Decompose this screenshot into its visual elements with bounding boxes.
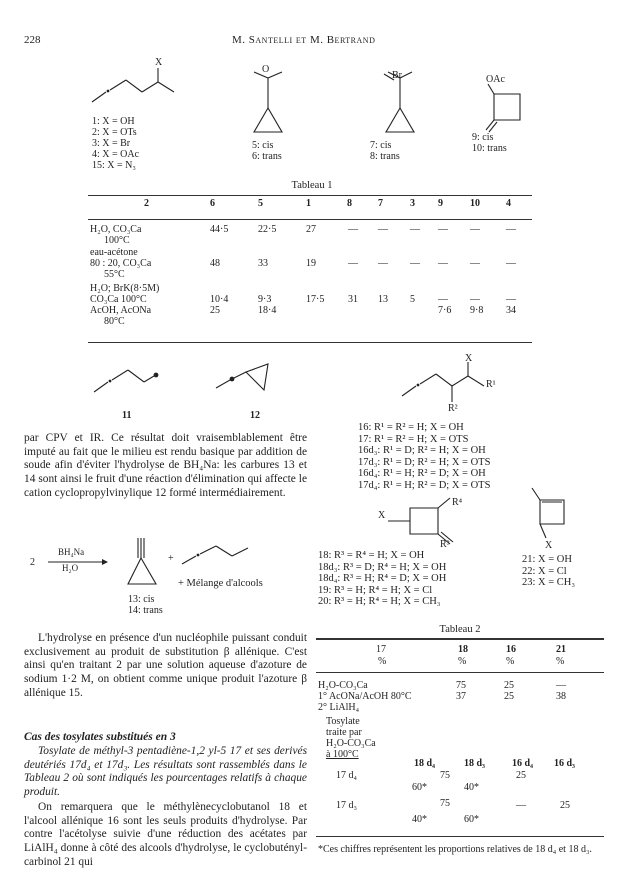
left-paragraph-4	[24, 801, 307, 870]
table-cell: —	[378, 258, 388, 269]
paragraph-text: par CPV et IR. Ce résultat doit vraisemblablement être imputé au fait que le milieu est rendu basique par addition de soude afin d'éviter l'hydrolyse de BH₄Na: les carbures 13 et 14 sont ainsi le fruit d'une réaction d'élimination qui affecte le cation cyclopropylvinylique 12 formé intermédiairement.	[24, 432, 307, 499]
structure1-list	[92, 116, 139, 171]
table-cell: —	[470, 258, 480, 269]
list-item: 19: R³ = H; R⁴ = H; X = Cl	[318, 584, 433, 596]
table-cell: 25	[504, 680, 514, 691]
table-cell: 25	[504, 691, 514, 702]
cyclopropylvinyl-cation-structure	[216, 358, 286, 408]
table-cell: —	[378, 224, 388, 235]
condition-line: traite par	[326, 727, 362, 738]
table2-unit: %	[378, 656, 387, 667]
condition-line: Tosylate	[326, 716, 360, 727]
list-item: 22: X = Cl	[522, 565, 567, 577]
condition-line: H₂O-CO₃Ca	[318, 680, 368, 691]
table-subheader: 18 d₃	[464, 758, 486, 769]
list-item: 10: trans	[472, 143, 507, 154]
scheme-start-compound: 2	[30, 557, 35, 568]
list-item: 16d₃: R¹ = D; R² = H; X = OH	[358, 445, 486, 456]
condition-line: H₂O; BrK(8·5M)	[90, 283, 160, 294]
cyclopropylalkyne-structure-13	[116, 534, 166, 594]
table-cell: —	[348, 258, 358, 269]
list-item: 4: X = OAc	[92, 149, 140, 160]
table1-col: 7	[378, 198, 383, 209]
table1-col: 10	[470, 198, 480, 209]
table2-tosylate-condition	[326, 716, 376, 760]
cyclopropyl-ketone-structure	[238, 70, 298, 140]
table-cell: 60*	[464, 814, 479, 825]
table1-row4-condition	[90, 305, 180, 327]
table-cell: —	[506, 294, 516, 305]
cyclobutenyl-carbinol-structure-21	[520, 484, 590, 554]
table2-footnote: *Ces chiffres représentent les proportions relatives de 18 d₄ et 18 d₃.	[318, 844, 592, 855]
structure16-r2: R²	[448, 403, 458, 414]
condition-line: CO₃Ca 100°C	[90, 294, 147, 305]
table-cell: 22·5	[258, 224, 277, 235]
structure21-x: X	[545, 540, 553, 551]
condition-line: eau-acétone	[90, 247, 138, 258]
table-cell: 25	[560, 800, 570, 811]
table-cell: 7·6	[438, 305, 452, 316]
table-cell: —	[410, 258, 420, 269]
structure18-r3: R³	[440, 539, 450, 550]
list-item: 8: trans	[370, 151, 400, 162]
table-cell: —	[556, 680, 566, 691]
page-number: 228	[24, 34, 41, 46]
structure7-atom: Br	[392, 70, 402, 81]
structure16-x: X	[465, 353, 473, 364]
list-item: 20: R³ = H; R⁴ = H; X = CH₃	[318, 596, 441, 607]
list-item: 15: X = N₃	[92, 160, 136, 171]
condition-line: 80°C	[104, 316, 125, 327]
table1-col: 1	[306, 198, 311, 209]
paragraph-text: L'hydrolyse en présence d'un nucléophile puissant conduit exclusivement au produit de substitution β allénique. C'est ainsi qu'en traitant 2 par une solution aqueuse d'azoture de sodium 1·2 M, on obtient comme unique produit l'azoture β allénique 15.	[24, 632, 307, 699]
table-cell: 34	[506, 305, 516, 316]
table-cell: 9·8	[470, 305, 484, 316]
table-cell: —	[470, 224, 480, 235]
table-cell: 40*	[412, 814, 427, 825]
condition-line: H₂O, CO₃Ca	[90, 224, 142, 235]
table-cell: 13	[378, 294, 388, 305]
paragraph-text: Tosylate de méthyl-3 pentadiène-1,2 yl-5 17 et ses derivés deutériés 17d₄ et 17d₃. Les résultats sont rassemblés dans le Tableau 2 où sont indiqués les pourcentages relatifs à chaque produit.	[24, 745, 307, 799]
table-subheader: 16 d₄	[512, 758, 534, 769]
structure9-list	[472, 132, 507, 154]
left-paragraph-3	[24, 745, 307, 800]
scheme-reagent-bottom: H₂O	[62, 563, 79, 573]
list-item: 17d₄: R¹ = H; R² = D; X = OTS	[358, 479, 491, 491]
table-cell: —	[410, 224, 420, 235]
structure18-x: X	[378, 510, 386, 521]
table-cell: 44·5	[210, 224, 229, 235]
table2-values	[316, 680, 604, 704]
table-cell: —	[348, 224, 358, 235]
table-subheader: 18 d₄	[414, 758, 436, 769]
table1-col: 9	[438, 198, 443, 209]
table2-unit: %	[556, 656, 565, 667]
list-item: 14: trans	[128, 605, 163, 616]
scheme-labels	[128, 594, 163, 616]
structure11-label: 11	[122, 410, 132, 421]
condition-line: H₂O-CO₃Ca	[326, 738, 376, 749]
table1-row2-condition	[90, 247, 170, 280]
table-cell: 19	[306, 258, 316, 269]
table-cell: 18·4	[258, 305, 277, 316]
table1-col: 6	[210, 198, 215, 209]
table2-col: 16	[506, 644, 516, 655]
table1-title: Tableau 1	[291, 180, 333, 191]
condition-line: AcOH, AcONa	[90, 305, 152, 316]
list-item: 16d₄: R¹ = H; R² = D; X = OH	[358, 468, 486, 479]
left-paragraph-2	[24, 632, 307, 701]
condition-line: 55°C	[104, 269, 125, 280]
table1-header	[88, 198, 532, 218]
table-cell: 48	[210, 258, 220, 269]
table-cell: —	[506, 224, 516, 235]
table-cell: 40*	[464, 782, 479, 793]
table-cell: 75	[456, 680, 466, 691]
table-cell: 5	[410, 294, 415, 305]
table-subheader: 16 d₃	[554, 758, 576, 769]
structure5-list	[252, 140, 282, 162]
list-item: 21: X = OH	[522, 554, 572, 565]
list-item: 6: trans	[252, 151, 282, 162]
table1	[88, 198, 532, 218]
list-item: 18d₄: R³ = H; R⁴ = D; X = OH	[318, 573, 447, 584]
structure7-list	[370, 140, 400, 162]
condition-line: 100°C	[104, 235, 130, 246]
table-cell: —	[438, 294, 448, 305]
list-item: 17: R¹ = R² = H; X = OTS	[358, 433, 469, 445]
table-cell: 10·4	[210, 294, 229, 305]
structure1-x: X	[155, 57, 163, 68]
table1-col: 5	[258, 198, 263, 209]
list-item: 7: cis	[370, 140, 392, 151]
table-cell: 25	[516, 770, 526, 781]
left-paragraph-1	[24, 432, 307, 501]
table-cell: 9·3	[258, 294, 272, 305]
list-item: 13: cis	[128, 594, 155, 605]
list-item: 5: cis	[252, 140, 274, 151]
table-cell: 27	[306, 224, 316, 235]
table1-row1-condition	[90, 224, 170, 246]
table-cell: —	[506, 258, 516, 269]
structure18-list	[318, 550, 446, 608]
structure16-list	[358, 422, 490, 491]
table-cell: 60*	[412, 782, 427, 793]
table-cell: 37	[456, 691, 466, 702]
table1-row3-condition	[90, 283, 180, 305]
table-row-label: 17 d₄	[336, 770, 357, 781]
table1-col: 8	[347, 198, 352, 209]
structure16-r1: R¹	[486, 379, 496, 390]
list-item: 23: X = CH₃	[522, 577, 576, 588]
list-item: 9: cis	[472, 132, 494, 143]
table-cell: —	[516, 800, 526, 811]
table-cell: 75	[440, 798, 450, 809]
condition-line: 80 : 20, CO₃Ca	[90, 258, 152, 269]
condition-line: 2° LiAlH₄	[318, 702, 360, 713]
list-item: 3: X = Br	[92, 138, 131, 149]
table2-col: 18	[458, 644, 468, 655]
list-item: 18d₃: R³ = D; R⁴ = H; X = OH	[318, 561, 447, 573]
table-cell: —	[470, 294, 480, 305]
structure12-label: 12	[250, 410, 260, 421]
allene-structure-11	[94, 360, 174, 400]
structure21-list	[522, 554, 575, 589]
table-row-label: 17 d₃	[336, 800, 357, 811]
table-cell: 75	[440, 770, 450, 781]
running-header: M. Santelli et M. Bertrand	[232, 34, 376, 46]
table2-unit: %	[458, 656, 467, 667]
paragraph-text: On remarquera que le méthylènecyclobutanol 18 et l'alcool allénique 16 sont les seuls produits d'hydrolyse. Par contre l'acétolyse suivie d'une réduction des acétates par LiAlH₄ donne à côté des alcools d'hydrolyse, le cyclobutényl-carbinol 21 qui	[24, 801, 307, 868]
table2-col: 21	[556, 644, 566, 655]
structure9-atom: OAc	[486, 74, 505, 85]
table1-col: 4	[506, 198, 511, 209]
condition-line: 1° AcONa/AcOH 80°C	[318, 691, 412, 702]
table2-unit: %	[506, 656, 515, 667]
list-item: 1: X = OH	[92, 116, 135, 127]
allene-product-structure	[182, 540, 262, 570]
scheme-plus: +	[168, 553, 174, 564]
scheme-reagent-top: BH₄Na	[58, 547, 85, 557]
table2-title: Tableau 2	[439, 624, 481, 635]
list-item: 18: R³ = R⁴ = H; X = OH	[318, 550, 425, 561]
scheme-mixture: + Mélange d'alcools	[178, 578, 263, 589]
table1-col: 3	[410, 198, 415, 209]
list-item: 2: X = OTs	[92, 127, 137, 138]
table-cell: 25	[210, 305, 220, 316]
table1-col: 2	[144, 198, 149, 209]
list-item: 17d₃: R¹ = D; R² = H; X = OTS	[358, 456, 491, 468]
allene-structure-1	[92, 62, 192, 112]
table2-header	[316, 644, 604, 670]
table-cell: 38	[556, 691, 566, 702]
cyclobutyl-acetate-structure	[480, 80, 540, 140]
table2-col: 17	[376, 644, 386, 655]
table-cell: —	[438, 258, 448, 269]
table-cell: —	[438, 224, 448, 235]
list-item: 16: R¹ = R² = H; X = OH	[358, 422, 464, 433]
condition-line: à 100°C	[326, 749, 359, 760]
section-heading: Cas des tosylates substitués en 3	[24, 731, 176, 743]
table-cell: 33	[258, 258, 268, 269]
structure18-r4: R⁴	[452, 497, 463, 508]
table2-tosylate-values	[316, 758, 604, 834]
table-cell: 31	[348, 294, 358, 305]
structure5-atom: O	[262, 64, 270, 75]
table-cell: 17·5	[306, 294, 325, 305]
